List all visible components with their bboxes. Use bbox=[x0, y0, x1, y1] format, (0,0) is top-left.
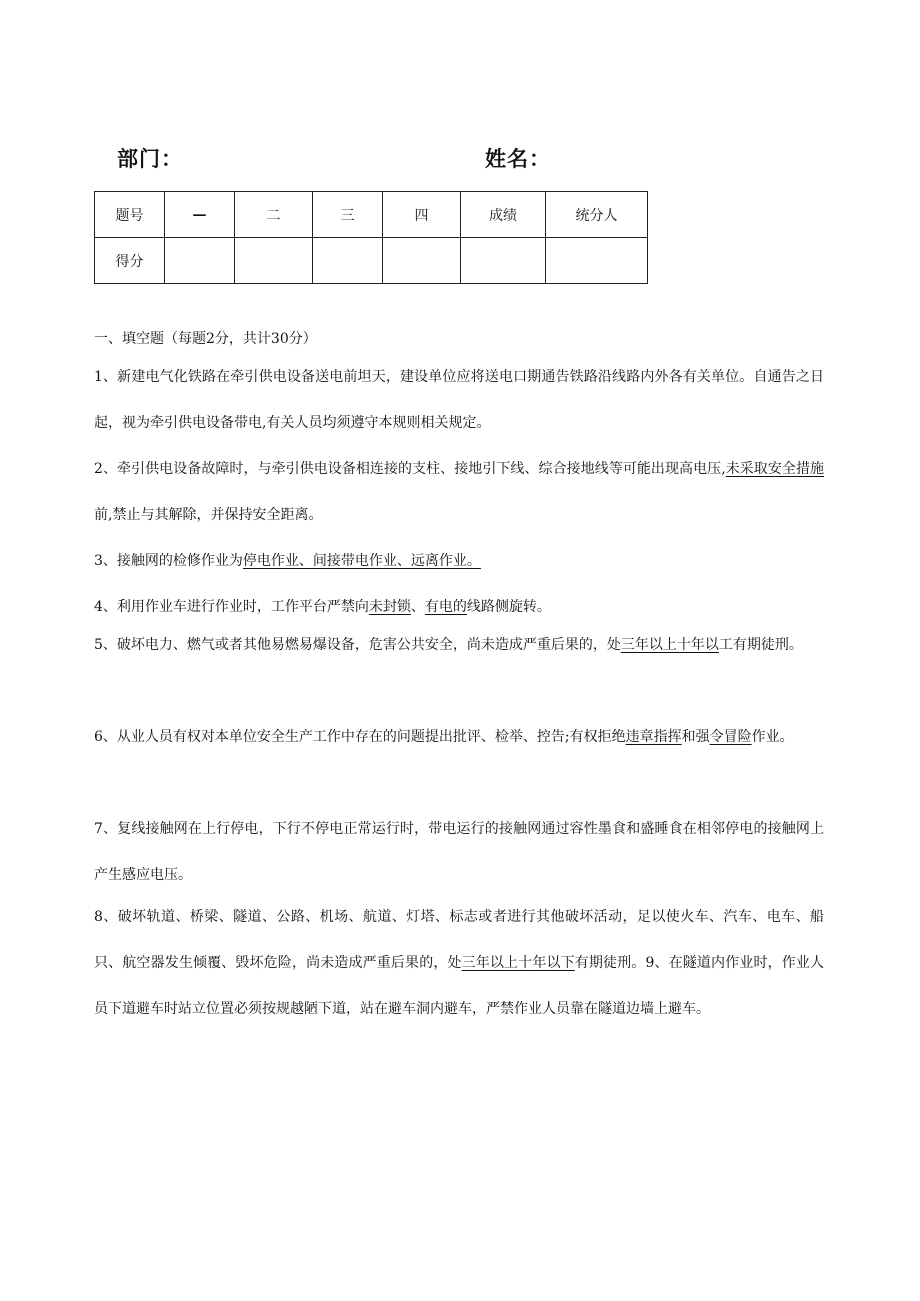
row-label-score: 得分 bbox=[95, 238, 165, 284]
question-text: 7、复线接触网在上行停电，下行不停电正常运行时，带电运行的接触网通过容性墨食和盛睡食在相邻停电的接触网上产生感应电压。 bbox=[94, 821, 824, 883]
score-cell-1[interactable] bbox=[165, 238, 235, 284]
section-title: 一、填空题（每题2分，共计30分） bbox=[94, 331, 317, 347]
answer-blank: 未封锁 bbox=[368, 599, 411, 615]
answer-blank: 未采取安全措施 bbox=[725, 461, 824, 477]
question-text: 6、从业人员有权对本单位安全生产工作中存在的问题提出批评、检举、控告;有权拒绝 bbox=[94, 729, 626, 745]
question-6 bbox=[94, 714, 824, 760]
score-cell-2[interactable] bbox=[235, 238, 313, 284]
question-text: 4、利用作业车进行作业时，工作平台严禁向 bbox=[94, 599, 369, 615]
question-text: 工有期徒刑。 bbox=[718, 637, 803, 653]
question-7 bbox=[94, 806, 824, 898]
question-text: 1、新建电气化铁路在牵引供电设备送电前坦天，建设单位应将送电口期通告铁路沿线路内外各有关单位。自通告之日起，视为牵引供电设备带电,有关人员均须遵守本规则相关规定。 bbox=[94, 369, 824, 431]
question-text: 前,禁止与其解除，并保持安全距离。 bbox=[94, 507, 323, 523]
question-text: 和强 bbox=[681, 729, 710, 745]
header-cell-part-2: 二 bbox=[235, 192, 313, 238]
question-text: 3、接触网的检修作业为 bbox=[94, 553, 243, 569]
header-cell-question-number: 题号 bbox=[95, 192, 165, 238]
question-2 bbox=[94, 446, 824, 538]
department-label: 部门： bbox=[117, 147, 183, 171]
question-text: 线路侧旋转。 bbox=[466, 599, 551, 615]
question-text: 5、破坏电力、燃气或者其他易燃易爆设备，危害公共安全，尚未造成严重后果的，处 bbox=[94, 637, 621, 653]
question-text: 、 bbox=[410, 599, 425, 615]
score-cell-4[interactable] bbox=[383, 238, 461, 284]
answer-blank: 三年以上十年以下 bbox=[461, 955, 575, 971]
answer-blank: 违章指挥 bbox=[625, 729, 682, 745]
name-label: 姓名： bbox=[485, 147, 551, 171]
score-cell-scorer[interactable] bbox=[546, 238, 648, 284]
question-8 bbox=[94, 894, 824, 1032]
header-cell-total-score: 成绩 bbox=[461, 192, 546, 238]
score-cell-3[interactable] bbox=[313, 238, 383, 284]
score-table-score-row bbox=[95, 238, 648, 284]
score-table bbox=[94, 191, 648, 284]
score-cell-total[interactable] bbox=[461, 238, 546, 284]
score-table-header-row bbox=[95, 192, 648, 238]
question-text: 作业。 bbox=[751, 729, 794, 745]
answer-blank: 停电作业、间接带电作业、远离作业。 bbox=[242, 553, 481, 569]
question-5 bbox=[94, 622, 824, 668]
header-cell-part-3: 三 bbox=[313, 192, 383, 238]
header-cell-part-4: 四 bbox=[383, 192, 461, 238]
question-1 bbox=[94, 354, 824, 446]
question-3 bbox=[94, 538, 824, 584]
question-text: 2、牵引供电设备故障时，与牵引供电设备相连接的支柱、接地引下线、综合接地线等可能出现高电压, bbox=[94, 461, 726, 477]
question-text: 8、破坏轨道、桥梁、隧道、公路、机场、航道、灯塔、标志或者进行其他破坏活动，足以使火车、汽车、电车、船只、航空器发生倾覆、毁坏危险，尚未造成严重后果的，处 bbox=[94, 909, 824, 971]
header-cell-part-1: — bbox=[165, 192, 235, 238]
header-cell-scorer: 统分人 bbox=[546, 192, 648, 238]
answer-blank: 有电的 bbox=[424, 599, 467, 615]
answer-blank: 令冒险 bbox=[709, 729, 752, 745]
answer-blank: 三年以上十年以 bbox=[620, 637, 719, 653]
question-text: 有期徒刑。9、在隧道内作业时，作业人员下道避车时站立位置必须按规越陋下道，站在避车洞内避车，严禁作业人员靠在隧道边墙上避车。 bbox=[94, 955, 825, 1017]
